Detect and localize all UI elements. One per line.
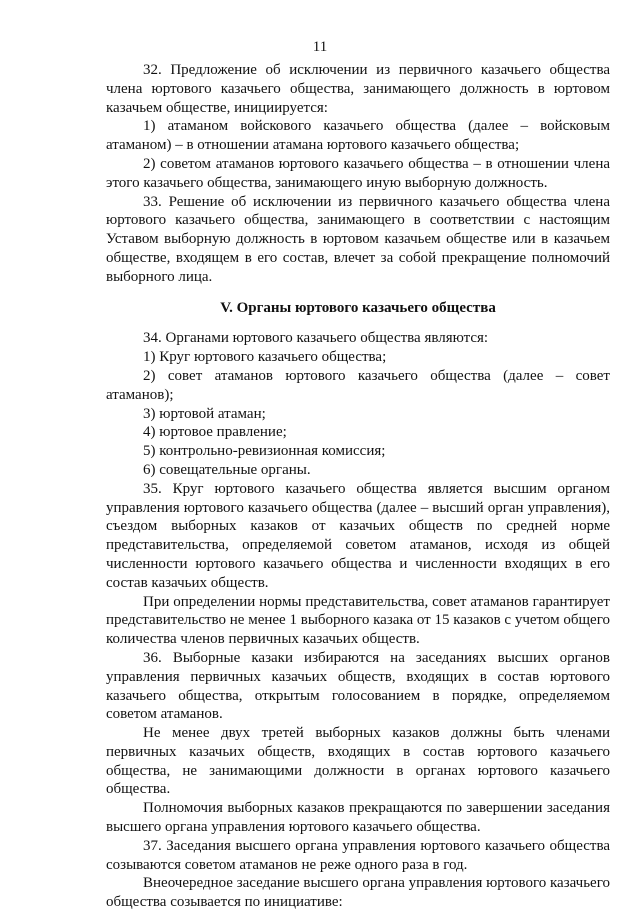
paragraph-36-two-thirds: Не менее двух третей выборных казаков должны быть членами первичных казачьих обществ, входящих в состав юртового казачьего общества, не занимающими должности в органах юртового казачьего общества. — [106, 725, 610, 798]
list-item-34-5: 5) контрольно-ревизионная комиссия; — [143, 443, 386, 460]
paragraph-36: 36. Выборные казаки избираются на заседаниях высших органов управления первичных казачьих обществ, входящих в состав юртового казачьего общества, открытым голосованием в порядке, определяемом советом атаманов. — [106, 649, 610, 723]
paragraph-34: 34. Органами юртового казачьего общества являются: — [143, 330, 489, 347]
section-heading: V. Органы юртового казачьего общества — [220, 299, 496, 316]
list-item-34-4: 4) юртовое правление; — [143, 424, 287, 441]
paragraph-36-powers: Полномочия выборных казаков прекращаются по завершении заседания высшего органа управления юртового казачьего общества. — [106, 800, 610, 836]
paragraph-35-norm: При определении нормы представительства, совет атаманов гарантирует представительство не менее 1 выборного казака от 15 казаков с учетом общего количества членов первичных казачьих обществ. — [106, 593, 610, 648]
list-item-32-1: 1) атаманом войскового казачьего общества (далее – войсковым атаманом) – в отношении атамана юртового казачьего общества; — [106, 118, 610, 154]
page-number: 11 — [312, 39, 328, 55]
list-item-34-6: 6) совещательные органы. — [143, 461, 311, 478]
paragraph-35: 35. Круг юртового казачьего общества является высшим органом управления юртового казачьего общества (далее – высший орган управления), съездом выборных казаков от казачьих обществ по средней норме представительства, определяемой советом атаманов, исходя из общей численности юртового казачьего общества и численности входящих в его состав казачьих обществ. — [106, 480, 610, 591]
document-body — [106, 61, 610, 912]
list-item-34-1: 1) Круг юртового казачьего общества; — [143, 349, 387, 366]
paragraph-33: 33. Решение об исключении из первичного казачьего общества члена юртового казачьего общества, занимающего в соответствии с настоящим Уставом выборную должность в юртовом казачьем обществе или в казачьем обществе, входящем в его состав, влечет за собой прекращение полномочий выборного лица. — [106, 193, 610, 285]
paragraph-37-extraordinary: Внеочередное заседание высшего органа управления юртового казачьего общества созывается по инициативе: — [106, 875, 610, 911]
paragraph-37: 37. Заседания высшего органа управления юртового казачьего общества созываются советом атаманов не реже одного раза в год. — [106, 837, 610, 873]
list-item-34-3: 3) юртовой атаман; — [143, 405, 266, 422]
list-item-34-2: 2) совет атаманов юртового казачьего общества (далее – совет атаманов); — [106, 367, 610, 403]
paragraph-32: 32. Предложение об исключении из первичного казачьего общества члена юртового казачьего общества, занимающего должность в юртовом казачьем обществе, инициируется: — [106, 62, 610, 116]
list-item-32-2: 2) советом атаманов юртового казачьего общества – в отношении члена этого казачьего общества, занимающего иную выборную должность. — [106, 155, 610, 191]
